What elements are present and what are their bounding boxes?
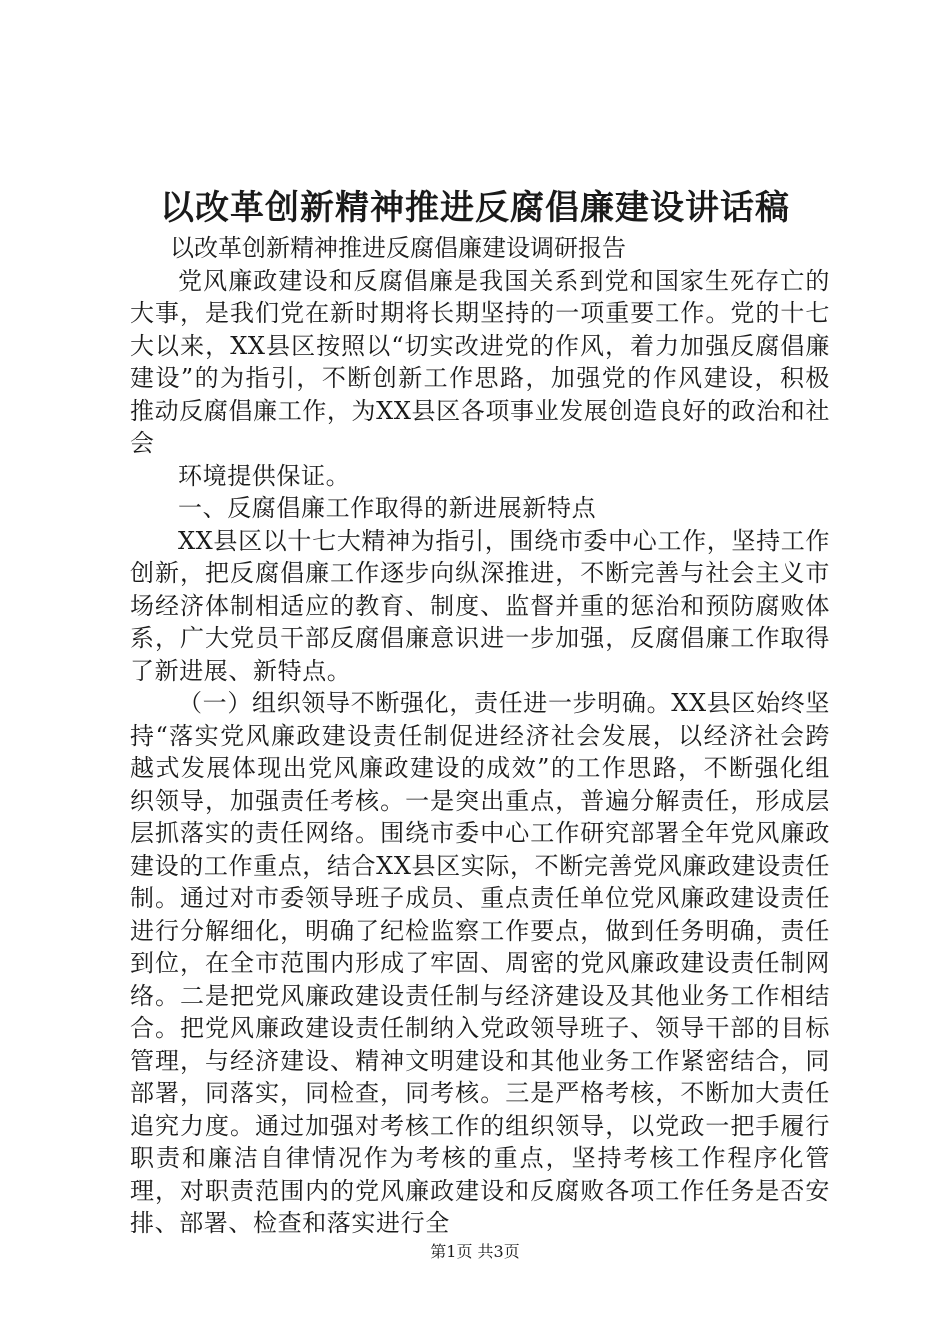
page-footer: 第1页 共3页 (430, 1242, 520, 1261)
section-heading: 一、反腐倡廉工作取得的新进展新特点 (178, 494, 597, 522)
document-body (130, 232, 830, 1240)
paragraph-intro: 党风廉政建设和反腐倡廉是我国关系到党和国家生死存亡的大事，是我们党在新时期将长期坚持的一项重要工作。党的十七大以来，XX县区按照以“切实改进党的作风，着力加强反腐倡廉建设”的为指引，不断创新工作思路，加强党的作风建设，积极推动反腐倡廉工作，为XX县区各项事业发展创造良好的政治和社会 (130, 266, 830, 457)
document-subtitle: 以改革创新精神推进反腐倡廉建设调研报告 (170, 234, 626, 262)
paragraph-leadership: （一）组织领导不断强化，责任进一步明确。XX县区始终坚持“落实党风廉政建设责任制促进经济社会发展，以经济社会跨越式发展体现出党风廉政建设的成效”的工作思路，不断强化组织领导，加强责任考核。一是突出重点，普遍分解责任，形成层层抓落实的责任网络。围绕市委中心工作研究部署全年党风廉政建设的工作重点，结合XX县区实际，不断完善党风廉政建设责任制。通过对市委领导班子成员、重点责任单位党风廉政建设责任进行分解细化，明确了纪检监察工作要点，做到任务明确，责任到位，在全市范围内形成了牢固、周密的党风廉政建设责任制网络。二是把党风廉政建设责任制与经济建设及其他业务工作相结合。把党风廉政建设责任制纳入党政领导班子、领导干部的目标管理，与经济建设、精神文明建设和其他业务工作紧密结合，同部署，同落实，同检查，同考核。三是严格考核，不断加大责任追究力度。通过加强对考核工作的组织领导，以党政一把手履行职责和廉洁自律情况作为考核的重点，坚持考核工作程序化管理，对职责范围内的党风廉政建设和反腐败各项工作任务是否安排、部署、检查和落实进行全 (130, 689, 830, 1237)
paragraph-intro-continued: 环境提供保证。 (178, 461, 351, 490)
document-title: 以改革创新精神推进反腐倡廉建设讲话稿 (160, 188, 790, 228)
paragraph-progress: XX县区以十七大精神为指引，围绕市委中心工作，坚持工作创新，把反腐倡廉工作逐步向纵深推进，不断完善与社会主义市场经济体制相适应的教育、制度、监督并重的惩治和预防腐败体系，广大党员干部反腐倡廉意识进一步加强，反腐倡廉工作取得了新进展、新特点。 (130, 526, 830, 685)
